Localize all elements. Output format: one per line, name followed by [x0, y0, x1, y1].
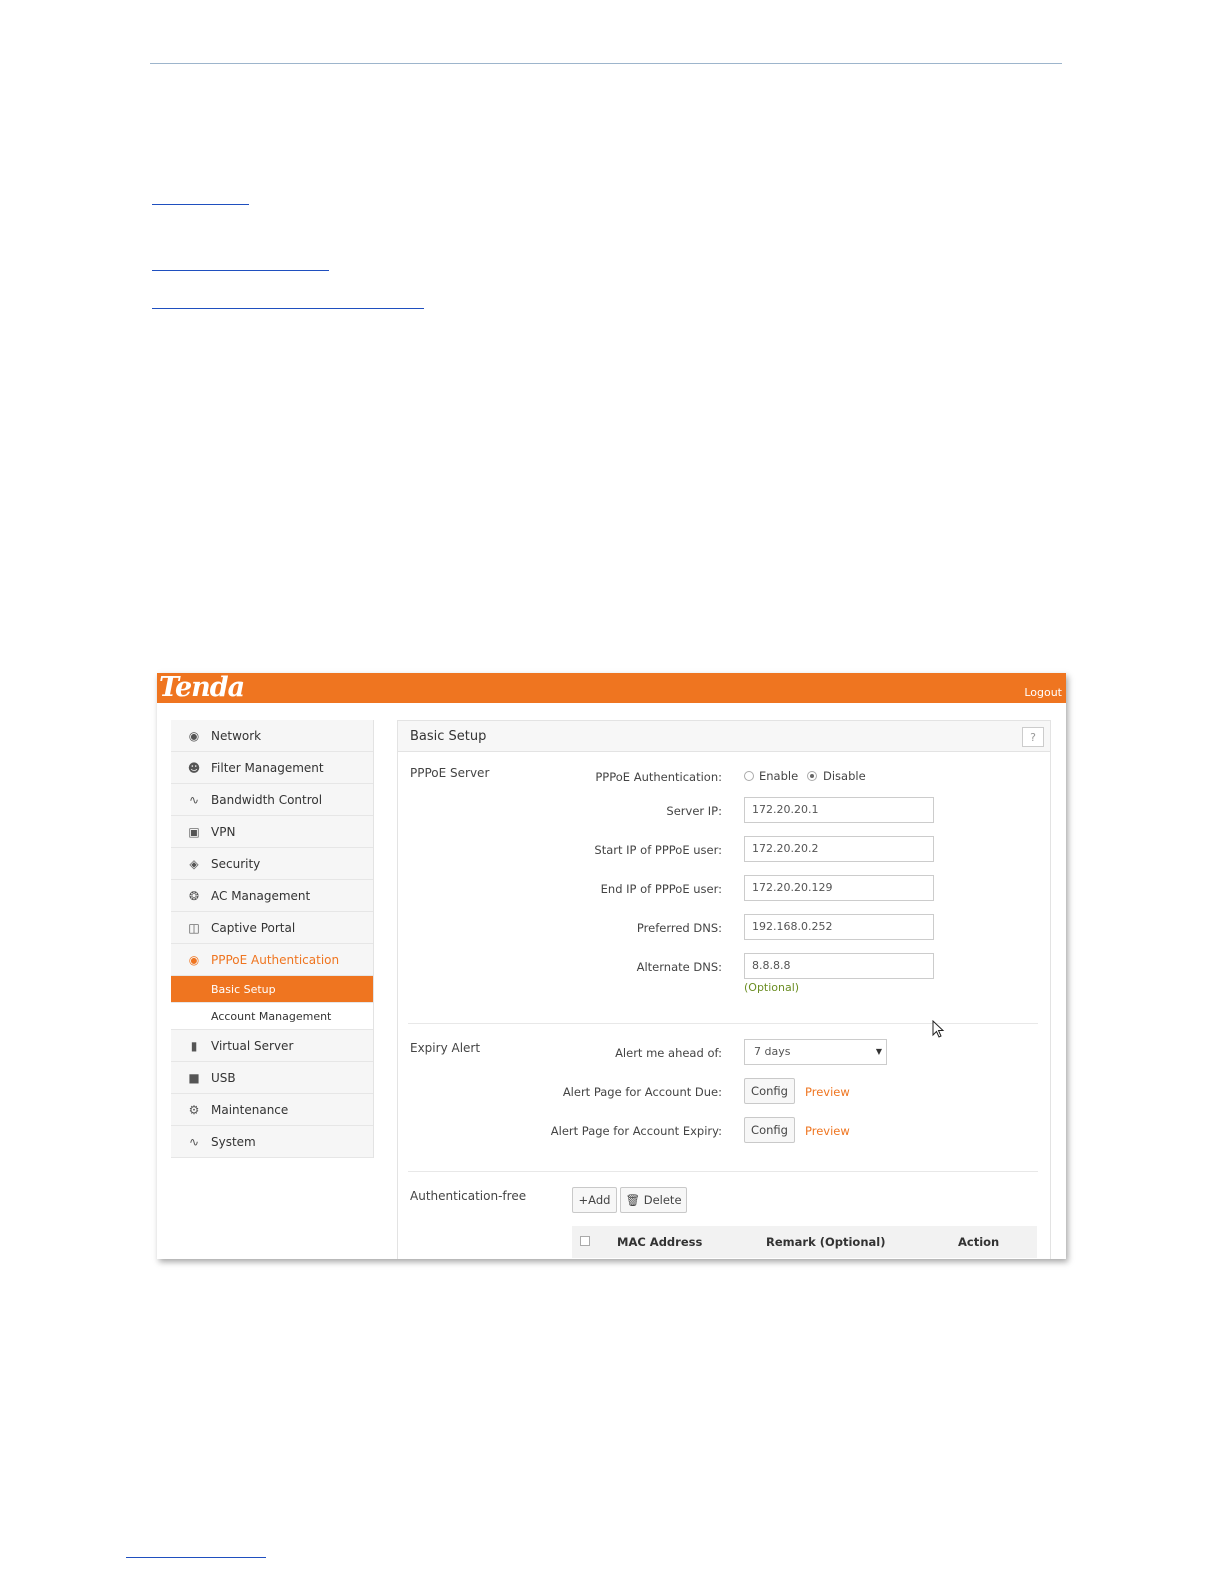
col-action: Action	[958, 1235, 1000, 1249]
pulse-icon: ∿	[188, 1135, 200, 1149]
panel-title: Basic Setup	[410, 729, 487, 744]
add-button[interactable]: +Add	[572, 1187, 617, 1213]
sidebar-item-pppoe-authentication[interactable]	[171, 944, 373, 976]
sidebar-item-label: Filter Management	[211, 761, 324, 775]
sidebar-item-label: PPPoE Authentication	[211, 953, 340, 967]
delete-button[interactable]	[620, 1187, 687, 1213]
enable-radio[interactable]	[744, 771, 754, 781]
sidebar	[171, 720, 374, 1158]
alert-due-label: Alert Page for Account Due:	[562, 1085, 722, 1099]
chevron-down-icon: ▼	[875, 1047, 882, 1056]
end-ip-input[interactable]: 172.20.20.129	[744, 875, 934, 901]
alternate-dns-label: Alternate DNS:	[636, 960, 722, 974]
server-ip-input[interactable]: 172.20.20.1	[744, 797, 934, 823]
sidebar-subitem-label: Basic Setup	[211, 983, 276, 996]
preview-due-link[interactable]: Preview	[805, 1085, 850, 1099]
server-ip-label: Server IP:	[666, 804, 722, 818]
users-icon: ◉	[188, 953, 200, 967]
sidebar-item-vpn[interactable]	[171, 816, 373, 848]
mouse-cursor-icon	[932, 1020, 946, 1040]
optional-hint: (Optional)	[744, 981, 800, 994]
sidebar-item-label: VPN	[211, 825, 236, 839]
usb-icon: ■	[188, 1071, 200, 1085]
config-due-button[interactable]: Config	[744, 1078, 795, 1104]
alert-ahead-select[interactable]	[744, 1039, 887, 1065]
panel-header	[398, 721, 1050, 752]
portal-icon: ◫	[188, 921, 200, 935]
monitor-icon: ▣	[188, 825, 200, 839]
alternate-dns-input[interactable]: 8.8.8.8	[744, 953, 934, 979]
shield-icon: ◈	[189, 857, 199, 871]
basic-setup-panel	[397, 720, 1051, 1259]
section-authentication-free: Authentication-free	[410, 1189, 527, 1203]
sidebar-item-ac-management[interactable]	[171, 880, 373, 912]
pppoe-auth-label: PPPoE Authentication:	[595, 770, 722, 784]
preferred-dns-input[interactable]: 192.168.0.252	[744, 914, 934, 940]
alert-expiry-label: Alert Page for Account Expiry:	[550, 1124, 722, 1138]
sidebar-item-maintenance[interactable]	[171, 1094, 373, 1126]
sidebar-item-label: Maintenance	[211, 1103, 289, 1117]
globe-icon: ◉	[188, 729, 200, 743]
help-button[interactable]: ?	[1022, 727, 1044, 747]
sidebar-subitem-account-management[interactable]	[171, 1003, 373, 1030]
preview-expiry-link[interactable]: Preview	[805, 1124, 850, 1138]
enable-radio-label[interactable]: Enable	[759, 769, 799, 783]
disable-radio-label[interactable]: Disable	[823, 769, 866, 783]
sidebar-subitem-label: Account Management	[211, 1010, 332, 1023]
logout-link[interactable]: Logout	[1024, 686, 1062, 699]
sidebar-item-usb[interactable]	[171, 1062, 373, 1094]
col-mac-address: MAC Address	[617, 1235, 703, 1249]
brand-logo: Tenda	[159, 673, 245, 703]
gear-icon: ⚙	[188, 1103, 200, 1117]
end-ip-label: End IP of PPPoE user:	[600, 882, 722, 896]
user-filter-icon: ☻	[187, 761, 201, 775]
sidebar-item-bandwidth-control[interactable]	[171, 784, 373, 816]
sidebar-item-label: Virtual Server	[211, 1039, 294, 1053]
footer-link-underline[interactable]	[126, 1557, 266, 1558]
sidebar-item-captive-portal[interactable]	[171, 912, 373, 944]
sidebar-item-network[interactable]	[171, 720, 373, 752]
sidebar-item-label: USB	[211, 1071, 236, 1085]
sidebar-subitem-basic-setup[interactable]	[171, 976, 373, 1003]
sidebar-item-virtual-server[interactable]	[171, 1030, 373, 1062]
alert-ahead-value: 7 days	[754, 1045, 791, 1058]
section-expiry-alert: Expiry Alert	[410, 1041, 481, 1055]
auth-free-table-header	[572, 1226, 1037, 1258]
sidebar-item-filter-management[interactable]	[171, 752, 373, 784]
top-bar	[157, 673, 1066, 703]
router-ui-screenshot	[157, 673, 1066, 1259]
sidebar-item-label: System	[211, 1135, 256, 1149]
doc-link-underline[interactable]	[152, 270, 329, 271]
sidebar-item-label: Security	[211, 857, 261, 871]
config-expiry-button[interactable]: Config	[744, 1117, 795, 1143]
trash-icon: 🗑	[625, 1193, 641, 1207]
preferred-dns-label: Preferred DNS:	[636, 921, 722, 935]
server-icon: ▮	[190, 1039, 198, 1053]
section-pppoe-server: PPPoE Server	[410, 766, 490, 780]
sidebar-item-label: AC Management	[211, 889, 311, 903]
alert-ahead-label: Alert me ahead of:	[615, 1046, 722, 1060]
doc-link-underline[interactable]	[152, 204, 249, 205]
col-remark: Remark (Optional)	[766, 1235, 886, 1249]
sidebar-item-label: Captive Portal	[211, 921, 296, 935]
trend-icon: ∿	[188, 793, 200, 807]
section-divider	[408, 1171, 1038, 1172]
header-rule	[150, 63, 1062, 64]
sidebar-item-label: Network	[211, 729, 262, 743]
start-ip-input[interactable]: 172.20.20.2	[744, 836, 934, 862]
delete-button-label: Delete	[643, 1193, 682, 1207]
start-ip-label: Start IP of PPPoE user:	[594, 843, 722, 857]
sidebar-item-label: Bandwidth Control	[211, 793, 323, 807]
ac-icon: ❂	[188, 889, 200, 903]
select-all-checkbox[interactable]	[580, 1236, 590, 1246]
doc-link-underline[interactable]	[152, 308, 424, 309]
sidebar-item-security[interactable]	[171, 848, 373, 880]
sidebar-item-system[interactable]	[171, 1126, 373, 1158]
disable-radio[interactable]	[807, 771, 817, 781]
